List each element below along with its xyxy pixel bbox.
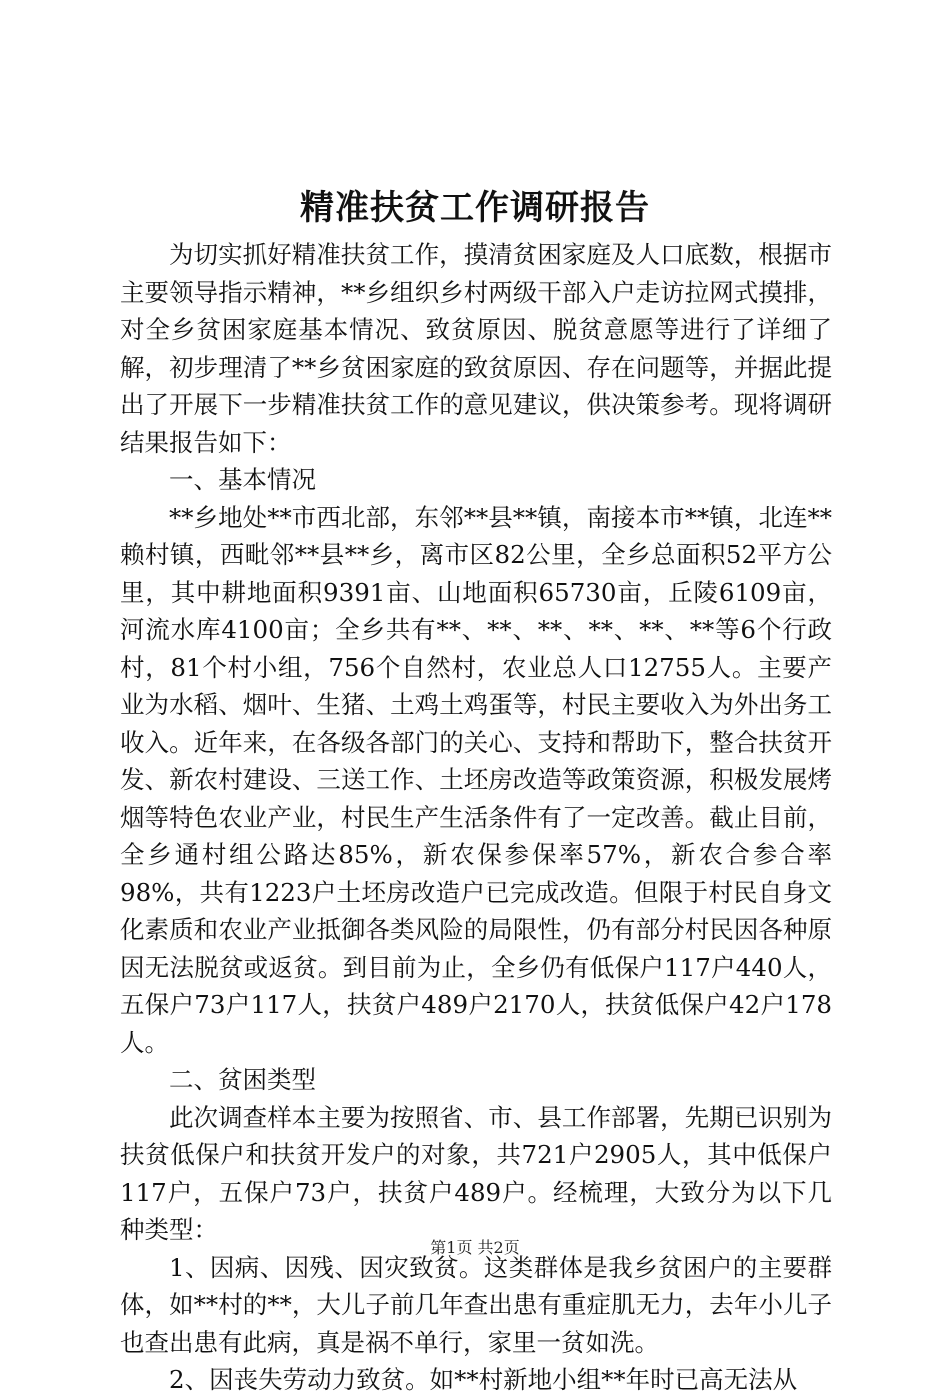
paragraph-intro: 为切实抓好精准扶贫工作，摸清贫困家庭及人口底数，根据市主要领导指示精神，**乡组织乡村两级干部入户走访拉网式摸排，对全乡贫困家庭基本情况、致贫原因、脱贫意愿等进行了详细了解，初步理清了**乡贫困家庭的致贫原因、存在问题等，并据此提出了开展下一步精准扶贫工作的意见建议，供决策参考。现将调研结果报告如下： <box>120 240 832 457</box>
page-title: 精准扶贫工作调研报告 <box>300 188 650 228</box>
paragraph-type-1: 1、因病、因残、因灾致贫。这类群体是我乡贫困户的主要群体，如**村的**，大儿子前几年查出患有重症肌无力，去年小儿子也查出患有此病，真是祸不单行，家里一贫如洗。 <box>120 1252 832 1357</box>
document-body <box>120 236 832 1399</box>
paragraph-type-2: 2、因丧失劳动力致贫。如**村新地小组**年时已高无法从 <box>169 1365 798 1394</box>
section-heading-poverty-types: 二、贫困类型 <box>169 1065 316 1094</box>
paragraph-poverty-types: 此次调查样本主要为按照省、市、县工作部署，先期已识别为扶贫低保户和扶贫开发户的对象，共721户2905人，其中低保户117户，五保户73户，扶贫户489户。经梳理，大致分为以下几种类型： <box>120 1102 832 1244</box>
section-heading-basic-situation: 一、基本情况 <box>169 465 316 494</box>
page-number-footer: 第1页 共2页 <box>430 1238 520 1257</box>
paragraph-basic-situation: **乡地处**市西北部，东邻**县**镇，南接本市**镇，北连**赖村镇，西毗邻**县**乡，离市区82公里，全乡总面积52平方公里，其中耕地面积9391亩、山地面积65730亩，丘陵6109亩，河流水库4100亩；全乡共有**、**、**、**、**、**等6个行政村，81个村小组，756个自然村，农业总人口12755人。主要产业为水稻、烟叶、生猪、土鸡土鸡蛋等，村民主要收入为外出务工收入。近年来，在各级各部门的关心、支持和帮助下，整合扶贫开发、新农村建设、三送工作、土坯房改造等政策资源，积极发展烤烟等特色农业产业，村民生产生活条件有了一定改善。截止目前，全乡通村组公路达85%，新农保参保率57%，新农合参合率98%，共有1223户土坯房改造户已完成改造。但限于村民自身文化素质和农业产业抵御各类风险的局限性，仍有部分村民因各种原因无法脱贫或返贫。到目前为止，全乡仍有低保户117户440人，五保户73户117人，扶贫户489户2170人，扶贫低保户42户178人。 <box>120 502 832 1057</box>
